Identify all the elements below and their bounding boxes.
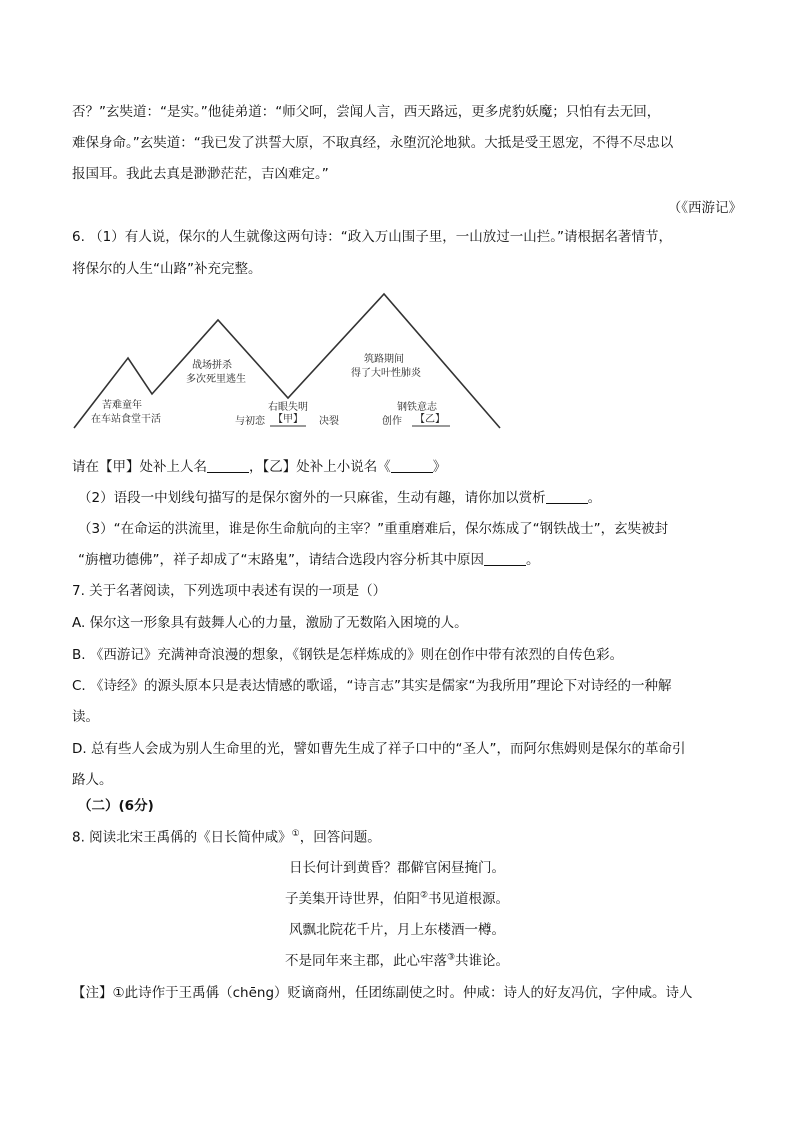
sub3-text: “旃檀功德佛”，祥子却成了“末路鬼”，请结合选段内容分析其中原因 xyxy=(78,552,484,568)
q6-line-1: 6. （1）有人说，保尔的人生就像这两句诗：“政入万山围子里，一山放过一山拦。”请根据名著情节， xyxy=(72,229,672,245)
q6-sub2 xyxy=(78,488,601,508)
q6-line-2: 将保尔的人生“山路”补充完整。 xyxy=(72,261,262,277)
diagram-label-3b-post: 决裂 xyxy=(319,416,339,427)
fill-text-pre: 请在【甲】处补上人名 xyxy=(72,459,207,475)
sub2-text: （2）语段一中划线句描写的是保尔窗外的一只麻雀，生动有趣，请你加以赏析 xyxy=(78,490,546,506)
q8-stem xyxy=(72,824,381,848)
passage-line-3: 报国耳。我此去真是渺渺茫茫，吉凶难定。” xyxy=(72,166,329,182)
passage-line-2: 难保身命。”玄奘道：“我已发了洪誓大原，不取真经，永堕沉沦地狱。大抵是受王恩宠，不得不尽忠以 xyxy=(72,135,674,151)
fill-text-mid: ，【乙】处补上小说名《 xyxy=(249,459,391,475)
q8-stem-text: 8. 阅读北宋王禹偁的《日长简仲咸》 xyxy=(72,829,292,846)
diagram-label-3a: 右眼失明 xyxy=(268,402,308,413)
q6-fill-line xyxy=(72,457,446,477)
poem-line-2-pre: 子美集开诗世界，伯阳 xyxy=(284,891,420,907)
diagram-label-3b-pre: 与初恋 xyxy=(235,416,265,427)
diagram-label-4b: 得了大叶性肺炎 xyxy=(351,368,421,379)
sub3-end: 。 xyxy=(525,552,540,568)
poem-note: 【注】①此诗作于王禹偁（chēng）贬谪商州，任团练副使之时。仲咸：诗人的好友冯伉，字仲咸。诗人 xyxy=(72,985,693,1001)
diagram-label-5b-pre: 创作 xyxy=(382,416,402,427)
q7-option-b: B. 《西游记》充满神奇浪漫的想象，《钢铁是怎样炼成的》则在创作中带有浓烈的自传色彩。 xyxy=(72,647,624,663)
poem-line-4-pre: 不是同年来主郡，此心牢落 xyxy=(284,953,447,969)
q7-option-a: A. 保尔这一形象具有鼓舞人心的力量，激励了无数陷入困境的人。 xyxy=(72,615,468,631)
poem-line-4-post: 共谁论。 xyxy=(455,953,510,969)
q7-option-d-1: D. 总有些人会成为别人生命里的光，譬如曹先生成了祥子口中的“圣人”，而阿尔焦姆则是保尔的革命引 xyxy=(72,741,686,757)
q8-note-mark: ① xyxy=(291,829,300,839)
poem-line-1: 日长何计到黄昏？郡僻官闲昼掩门。 xyxy=(289,860,505,876)
poem-line-4 xyxy=(0,949,794,969)
blank-sub2[interactable] xyxy=(546,489,588,504)
q7-option-c-2: 读。 xyxy=(72,709,99,725)
sub2-end: 。 xyxy=(587,490,602,506)
q7-option-d-2: 路人。 xyxy=(72,772,113,788)
poem-note-mark-2: ② xyxy=(419,890,429,901)
poem-note-mark-3: ③ xyxy=(446,952,456,963)
q7-option-c-1: C. 《诗经》的源头原本只是表达情感的歌谣，“诗言志”其实是儒家“为我所用”理论下对诗经的一种解 xyxy=(72,678,672,694)
diagram-label-4a: 筑路期间 xyxy=(364,354,404,365)
diagram-label-1a: 苦难童年 xyxy=(102,400,142,411)
poem-line-3: 风飘北院花千片，月上东楼酒一樽。 xyxy=(289,922,505,938)
diagram-label-5a: 钢铁意志 xyxy=(397,402,437,413)
q6-sub3-line-2 xyxy=(78,550,539,570)
diagram-blank-yi: 【乙】 xyxy=(415,414,445,425)
q6-sub3-line-1: （3）“在命运的洪流里，谁是你生命航向的主宰？”重重磨难后，保尔炼成了“钢铁战士”，玄奘被封 xyxy=(78,521,669,537)
blank-jia[interactable] xyxy=(207,458,249,473)
poem-line-2 xyxy=(0,887,794,907)
blank-yi[interactable] xyxy=(391,458,433,473)
q8-stem-end: ，回答问题。 xyxy=(299,829,381,846)
mountain-road-diagram xyxy=(70,288,510,440)
blank-sub3[interactable] xyxy=(484,551,526,566)
diagram-label-2b: 多次死里逃生 xyxy=(186,374,246,385)
poem-line-2-post: 书见道根源。 xyxy=(428,891,510,907)
section2-heading: （二）(6分) xyxy=(78,798,154,814)
diagram-label-1b: 在车站食堂干活 xyxy=(91,414,161,425)
diagram-label-2a: 战场拼杀 xyxy=(192,360,232,371)
passage-line-1: 否？”玄奘道：“是实。”他徒弟道：“师父呵，尝闻人言，西天路远，更多虎豹妖魔；只怕有去无回， xyxy=(72,104,661,120)
diagram-blank-jia: 【甲】 xyxy=(273,414,303,425)
fill-text-post: 》 xyxy=(432,459,447,475)
passage-source: （《西游记》 xyxy=(667,200,742,216)
q7-stem: 7. 关于名著阅读，下列选项中表述有误的一项是（） xyxy=(72,583,387,599)
